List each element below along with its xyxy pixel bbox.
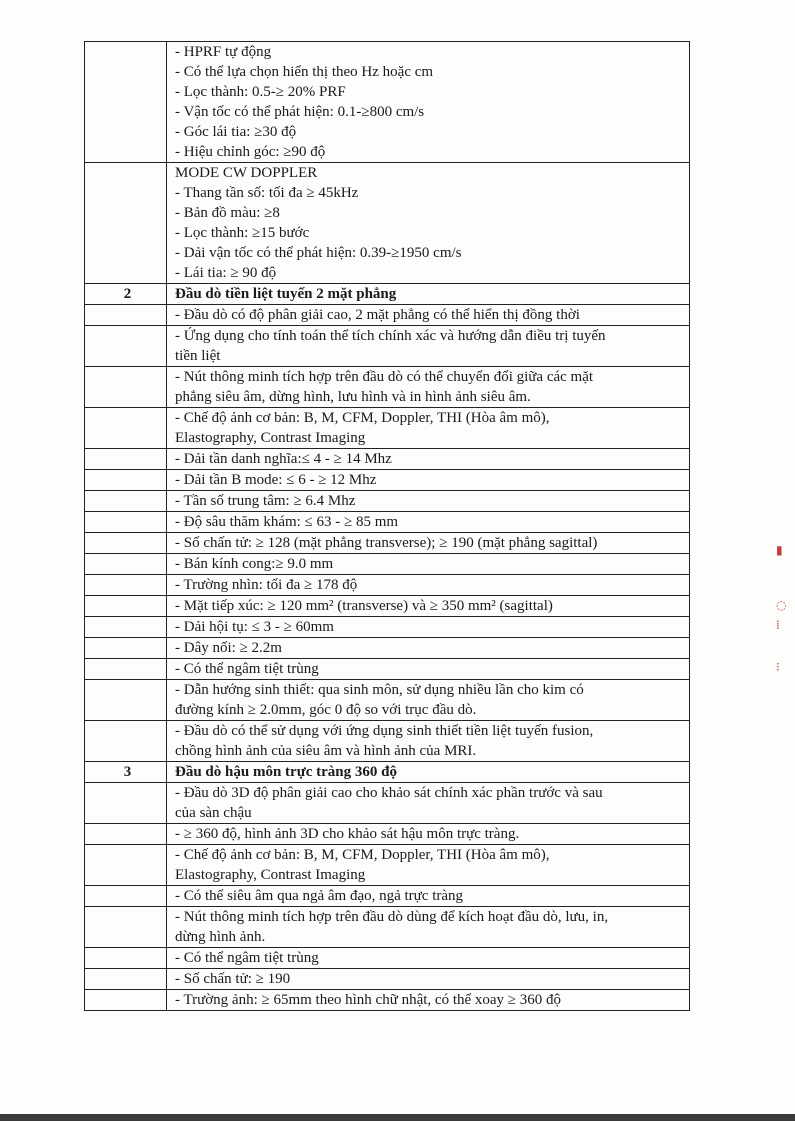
- item-number-cell: [85, 305, 167, 326]
- spec-line: - Dải tần danh nghĩa:≤ 4 - ≥ 14 Mhz: [175, 451, 392, 467]
- spec-cell: [167, 886, 690, 907]
- item-number-cell: [85, 969, 167, 990]
- item-number-cell: 2: [85, 284, 167, 305]
- spec-line: - Số chấn tử: ≥ 128 (mặt phẳng transverse); ≥ 190 (mặt phẳng sagittal): [175, 535, 598, 551]
- item-number-cell: [85, 575, 167, 596]
- item-number-cell: 3: [85, 762, 167, 783]
- table-row: [85, 42, 690, 163]
- margin-scan-mark: ▮: [776, 543, 783, 557]
- table-row: [85, 512, 690, 533]
- table-row: [85, 617, 690, 638]
- spec-line: - Mặt tiếp xúc: ≥ 120 mm² (transverse) và ≥ 350 mm² (sagittal): [175, 598, 553, 614]
- spec-line: - Đầu dò có thể sử dụng với ứng dụng sinh thiết tiền liệt tuyến fusion,: [175, 723, 594, 739]
- spec-cell: [167, 783, 690, 824]
- spec-line: - Trường nhìn: tối đa ≥ 178 độ: [175, 577, 358, 593]
- spec-cell: [167, 408, 690, 449]
- table-row: [85, 163, 690, 284]
- spec-line: - Dây nối: ≥ 2.2m: [175, 640, 282, 656]
- spec-line: chồng hình ảnh của siêu âm và hình ảnh của MRI.: [175, 743, 477, 759]
- spec-cell: [167, 596, 690, 617]
- spec-line: - Có thể lựa chọn hiển thị theo Hz hoặc cm: [175, 64, 434, 80]
- spec-line: Elastography, Contrast Imaging: [175, 867, 366, 883]
- table-row: [85, 491, 690, 512]
- table-row: [85, 845, 690, 886]
- spec-cell: [167, 948, 690, 969]
- spec-line: - Góc lái tia: ≥30 độ: [175, 124, 297, 140]
- spec-cell: [167, 305, 690, 326]
- table-row: [85, 680, 690, 721]
- spec-line: - Độ sâu thăm khám: ≤ 63 - ≥ 85 mm: [175, 514, 399, 530]
- table-row: [85, 596, 690, 617]
- margin-scan-mark: ⁞: [776, 618, 780, 632]
- item-number-cell: [85, 638, 167, 659]
- spec-line: đường kính ≥ 2.0mm, góc 0 độ so với trục đầu dò.: [175, 702, 477, 718]
- table-row: [85, 990, 690, 1011]
- spec-cell: [167, 533, 690, 554]
- section-title: Đầu dò hậu môn trực tràng 360 độ: [175, 764, 397, 780]
- spec-line: - Chế độ ảnh cơ bản: B, M, CFM, Doppler, THI (Hòa âm mô),: [175, 847, 550, 863]
- item-number-cell: [85, 845, 167, 886]
- item-number-cell: [85, 948, 167, 969]
- spec-cell: [167, 163, 690, 284]
- spec-line: - Có thể siêu âm qua ngả âm đạo, ngả trực tràng: [175, 888, 464, 904]
- spec-line: tiền liệt: [175, 348, 221, 364]
- item-number-cell: [85, 533, 167, 554]
- spec-cell: [167, 680, 690, 721]
- table-row: [85, 886, 690, 907]
- spec-cell: [167, 491, 690, 512]
- spec-line: - Ứng dụng cho tính toán thể tích chính xác và hướng dẫn điều trị tuyến: [175, 328, 606, 344]
- table-row: [85, 638, 690, 659]
- item-number-cell: [85, 617, 167, 638]
- spec-line: - ≥ 360 độ, hình ảnh 3D cho khảo sát hậu môn trực tràng.: [175, 826, 520, 842]
- table-row: [85, 783, 690, 824]
- spec-line: phẳng siêu âm, dừng hình, lưu hình và in hình ảnh siêu âm.: [175, 389, 531, 405]
- spec-cell: [167, 42, 690, 163]
- item-number-cell: [85, 990, 167, 1011]
- section-title-cell: [167, 284, 690, 305]
- spec-cell: [167, 575, 690, 596]
- spec-line: - Dải hội tụ: ≤ 3 - ≥ 60mm: [175, 619, 334, 635]
- spec-line: - Bán kính cong:≥ 9.0 mm: [175, 556, 334, 572]
- item-number-cell: [85, 554, 167, 575]
- spec-cell: [167, 326, 690, 367]
- spec-line: - Có thể ngâm tiệt trùng: [175, 950, 319, 966]
- item-number-cell: [85, 470, 167, 491]
- spec-line: Elastography, Contrast Imaging: [175, 430, 366, 446]
- spec-line: - Có thể ngâm tiệt trùng: [175, 661, 319, 677]
- spec-line: - Dải tần B mode: ≤ 6 - ≥ 12 Mhz: [175, 472, 377, 488]
- section-header-row: [85, 762, 690, 783]
- spec-cell: [167, 721, 690, 762]
- table-row: [85, 408, 690, 449]
- spec-cell: [167, 824, 690, 845]
- spec-line: - Số chấn tử: ≥ 190: [175, 971, 291, 987]
- section-header-row: [85, 284, 690, 305]
- spec-line: - Chế độ ảnh cơ bản: B, M, CFM, Doppler, THI (Hòa âm mô),: [175, 410, 550, 426]
- spec-line: - Lọc thành: 0.5-≥ 20% PRF: [175, 84, 346, 100]
- item-number-cell: [85, 367, 167, 408]
- spec-cell: [167, 617, 690, 638]
- table-row: [85, 470, 690, 491]
- item-number-cell: [85, 326, 167, 367]
- spec-cell: [167, 659, 690, 680]
- item-number-cell: [85, 491, 167, 512]
- spec-cell: [167, 969, 690, 990]
- spec-cell: [167, 990, 690, 1011]
- margin-scan-mark: ◌: [776, 598, 787, 612]
- section-title: Đầu dò tiền liệt tuyến 2 mặt phẳng: [175, 286, 397, 302]
- spec-line: - HPRF tự động: [175, 44, 272, 60]
- table-row: [85, 659, 690, 680]
- spec-table-body: [85, 42, 690, 1011]
- spec-cell: [167, 449, 690, 470]
- item-number-cell: [85, 721, 167, 762]
- table-row: [85, 326, 690, 367]
- item-number-cell: [85, 163, 167, 284]
- table-row: [85, 449, 690, 470]
- spec-line: - Lái tia: ≥ 90 độ: [175, 265, 277, 281]
- table-row: [85, 575, 690, 596]
- spec-line: - Vận tốc có thể phát hiện: 0.1-≥800 cm/s: [175, 104, 425, 120]
- table-row: [85, 554, 690, 575]
- spec-line: - Nút thông minh tích hợp trên đầu dò có thể chuyển đổi giữa các mặt: [175, 369, 594, 385]
- spec-line: - Đầu dò có độ phân giải cao, 2 mặt phẳng có thể hiển thị đồng thời: [175, 307, 580, 323]
- spec-table: [84, 41, 690, 1011]
- spec-line: - Tần số trung tâm: ≥ 6.4 Mhz: [175, 493, 356, 509]
- item-number-cell: [85, 408, 167, 449]
- spec-cell: [167, 638, 690, 659]
- spec-cell: [167, 907, 690, 948]
- spec-line: - Dẫn hướng sinh thiết: qua sinh môn, sử dụng nhiều lần cho kim có: [175, 682, 584, 698]
- table-row: [85, 907, 690, 948]
- spec-line: - Trường ảnh: ≥ 65mm theo hình chữ nhật, có thể xoay ≥ 360 độ: [175, 992, 562, 1008]
- spec-cell: [167, 367, 690, 408]
- item-number-cell: [85, 783, 167, 824]
- table-row: [85, 948, 690, 969]
- table-row: [85, 721, 690, 762]
- table-row: [85, 824, 690, 845]
- section-title-cell: [167, 762, 690, 783]
- item-number-cell: [85, 824, 167, 845]
- scan-bottom-edge: [0, 1114, 795, 1121]
- table-row: [85, 533, 690, 554]
- spec-line: của sàn chậu: [175, 805, 252, 821]
- table-row: [85, 305, 690, 326]
- spec-line: - Dải vận tốc có thể phát hiện: 0.39-≥1950 cm/s: [175, 245, 462, 261]
- spec-line: - Đầu dò 3D độ phân giải cao cho khảo sát chính xác phần trước và sau: [175, 785, 603, 801]
- item-number-cell: [85, 659, 167, 680]
- spec-line: - Nút thông minh tích hợp trên đầu dò dùng để kích hoạt đầu dò, lưu, in,: [175, 909, 609, 925]
- item-number-cell: [85, 886, 167, 907]
- spec-cell: [167, 512, 690, 533]
- item-number-cell: [85, 907, 167, 948]
- table-row: [85, 367, 690, 408]
- item-number-cell: [85, 42, 167, 163]
- spec-line: dừng hình ảnh.: [175, 929, 266, 945]
- spec-cell: [167, 470, 690, 491]
- spec-line: - Lọc thành: ≥15 bước: [175, 225, 310, 241]
- spec-line: - Thang tần số: tối đa ≥ 45kHz: [175, 185, 359, 201]
- item-number-cell: [85, 449, 167, 470]
- item-number-cell: [85, 512, 167, 533]
- item-number-cell: [85, 596, 167, 617]
- spec-cell: [167, 845, 690, 886]
- spec-line: - Hiệu chỉnh góc: ≥90 độ: [175, 144, 326, 160]
- item-number-cell: [85, 680, 167, 721]
- spec-line: MODE CW DOPPLER: [175, 165, 318, 181]
- spec-cell: [167, 554, 690, 575]
- spec-line: - Bản đồ màu: ≥8: [175, 205, 280, 221]
- table-row: [85, 969, 690, 990]
- margin-scan-mark: ⁝: [776, 660, 780, 674]
